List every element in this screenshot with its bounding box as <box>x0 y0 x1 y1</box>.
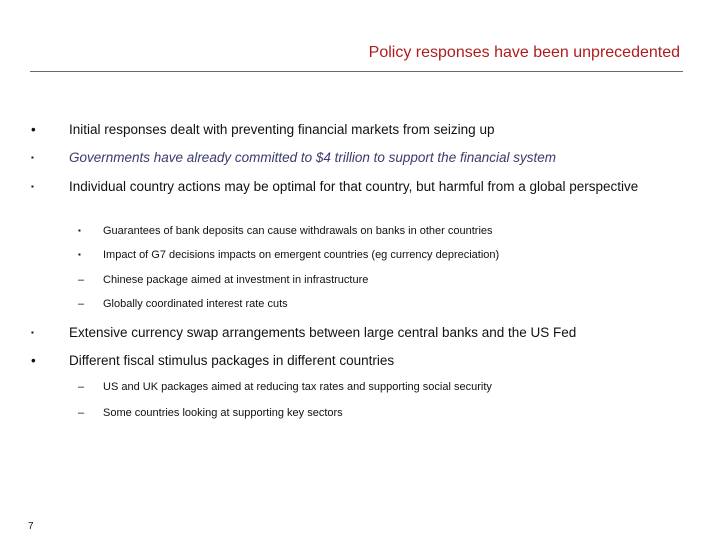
bullet-text: Extensive currency swap arrangements between large central banks and the US Fed <box>69 325 577 340</box>
subbullet-text: Impact of G7 decisions impacts on emergent countries (eg currency depreciation) <box>103 249 500 261</box>
title-underline <box>30 71 683 72</box>
slide-title: Policy responses have been unprecedented <box>368 44 680 61</box>
subbullet-marker: – <box>78 407 85 419</box>
subbullet-text: Some countries looking at supporting key sectors <box>103 407 343 419</box>
subbullet-marker: ▪ <box>78 226 81 235</box>
bullet-text: Individual country actions may be optimal for that country, but harmful from a global perspective <box>69 179 639 194</box>
subbullet-marker: ▪ <box>78 250 81 259</box>
page-number: 7 <box>28 521 34 532</box>
subbullet-text: Guarantees of bank deposits can cause withdrawals on banks in other countries <box>103 225 493 237</box>
subbullet-text: Globally coordinated interest rate cuts <box>103 298 288 310</box>
bullet-marker: ▪ <box>31 328 34 337</box>
bullet-marker: ▪ <box>31 153 34 162</box>
bullet-marker: ▪ <box>31 182 34 191</box>
bullet-text: Initial responses dealt with preventing financial markets from seizing up <box>69 122 495 137</box>
bullet-text: Governments have already committed to $4 trillion to support the financial system <box>69 150 556 165</box>
bullet-marker: • <box>31 353 36 368</box>
subbullet-text: Chinese package aimed at investment in infrastructure <box>103 274 369 286</box>
bullet-text: Different fiscal stimulus packages in different countries <box>69 353 395 368</box>
subbullet-text: US and UK packages aimed at reducing tax rates and supporting social security <box>103 381 492 393</box>
bullet-marker: • <box>31 122 36 137</box>
subbullet-marker: – <box>78 274 85 286</box>
subbullet-marker: – <box>78 298 85 310</box>
subbullet-marker: – <box>78 381 85 393</box>
